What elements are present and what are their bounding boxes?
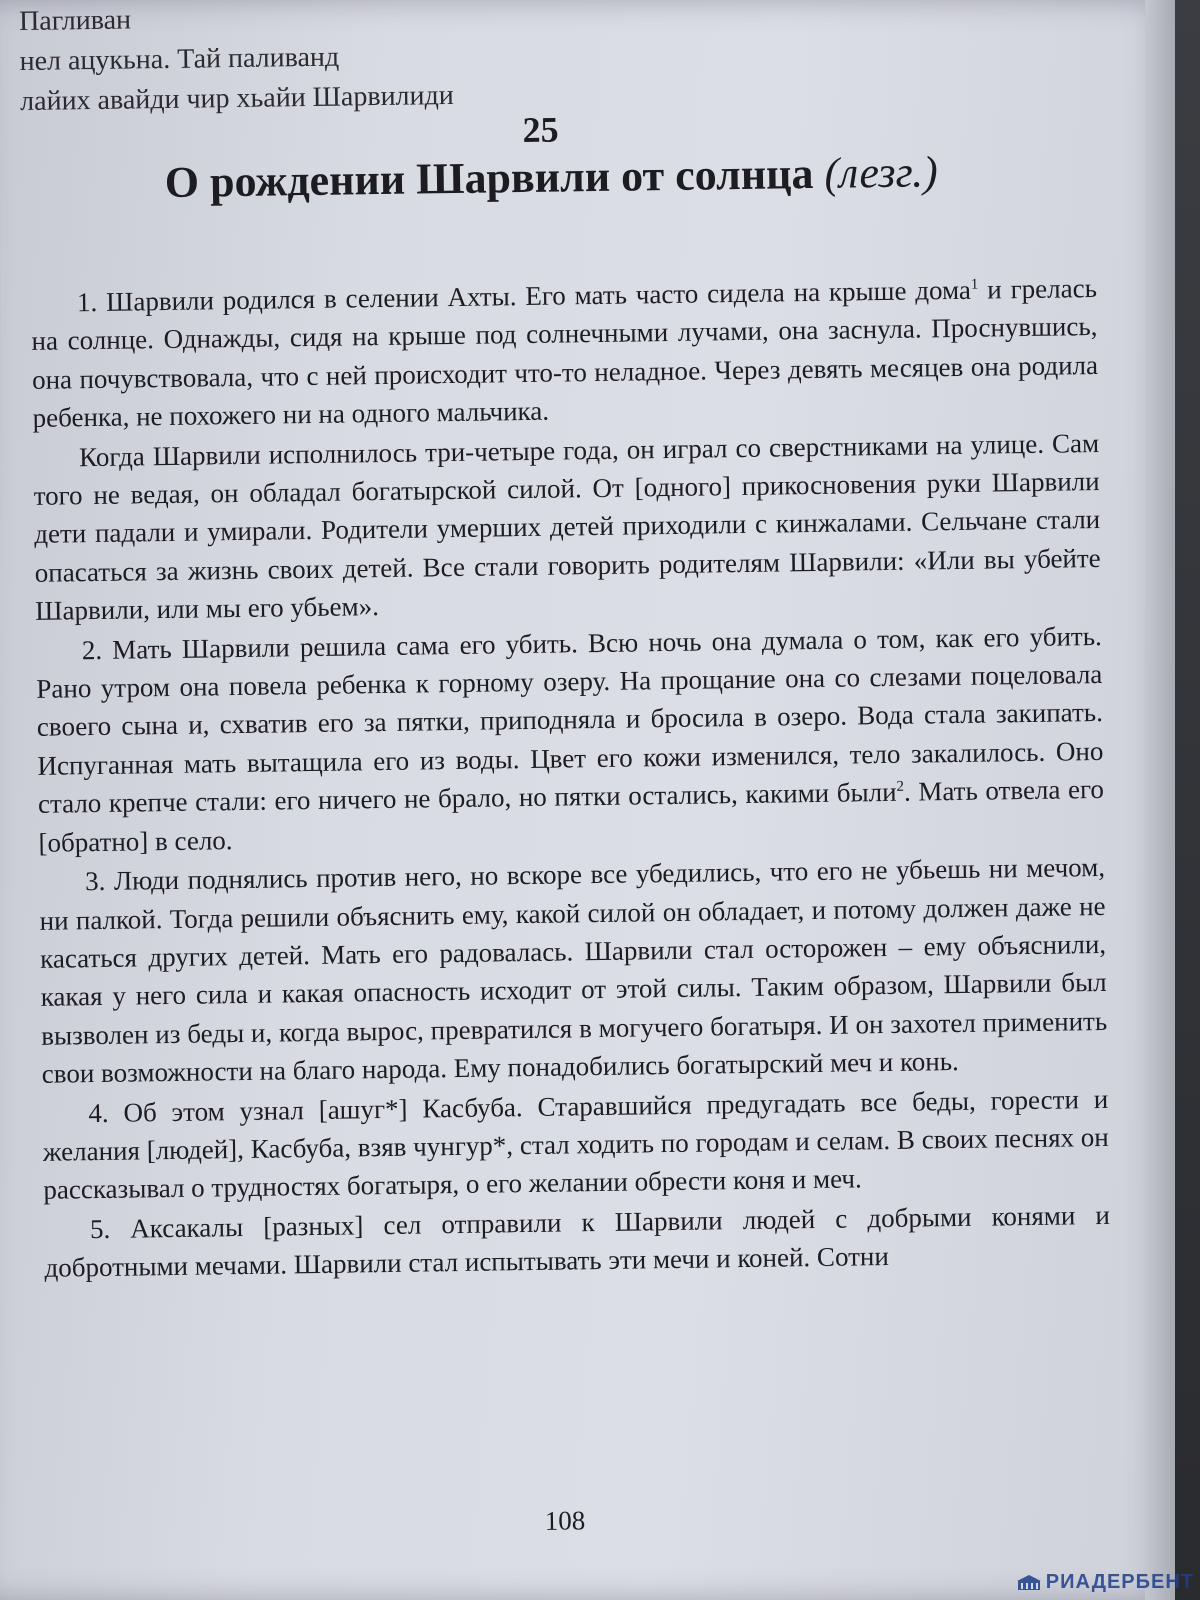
chapter-number: 25 [522,109,559,151]
footnote-ref: 1 [970,276,979,293]
paragraph-text: 5. Аксакалы [разных] сел отправили к Шарвили людей с добрыми конями и добротными мечами. Шарвили стал испытывать эти мечи и коней. Сотни [44,1199,1111,1283]
footnote-ref: 2 [896,779,905,796]
page-number: 108 [544,1505,586,1536]
fragment-line: лайих авайди чир хьайи Шарвилиди [19,79,454,118]
paragraph [36,617,1105,862]
paragraph-text: . Мать отвела его [обратно] в село. [38,774,1105,858]
paragraph-text: 4. Об этом узнал [ашуг*] Касбуба. Старавшийся предугадать все беды, горести и желания [людей], Касбуба, взяв чунгур*, стал ходить по городам и селам. В своих песнях он рассказывал о трудностях богатыря, о его желании обрести коня и меч. [42,1083,1109,1206]
paragraph [33,424,1102,631]
paragraph [39,848,1108,1093]
story-body [31,269,1111,1287]
previous-story-fragment [19,0,781,122]
paragraph [31,269,1099,437]
chapter-title-text: О рождении Шарвили от солнца [164,148,814,208]
fragment-line: Пагливан [18,4,132,38]
paragraph-text: 2. Мать Шарвили решила сама его убить. Всю ночь она думала о том, как его убить. Рано утром она повела ребенка к горному озеру. На прощание она со слезами поцеловала своего сына и, схватив его за пятки, приподняла и бросила в озеро. Вода стала закипать. Испуганная мать вытащила его из воды. Цвет его кожи изменился, тело закалилось. Оно стало крепче стали: его ничего не брало, но пятки остались, какими были [36,620,1104,820]
watermark-logo [1017,1571,1194,1594]
building-icon [1017,1575,1041,1591]
watermark-text: РИАДЕРБЕНТ [1045,1571,1194,1593]
paragraph-text: 3. Люди поднялись против него, но вскоре все убедились, что его не убьешь ни мечом, ни палкой. Тогда решили объяснить ему, какой силой он обладает, и потому должен даже не касаться других детей. Мать его радовалась. Шарвили стал осторожен – ему объяснили, какая у него сила и какая опасность исходит от этой силы. Таким образом, Шарвили был вызволен из беды и, когда вырос, превратился в могучего богатыря. И он захотел применить свои возможности на благо народа. Ему понадобились богатырский меч и конь. [39,852,1108,1089]
page-edge [1145,0,1175,1600]
chapter-language-note: (лезг.) [824,147,939,198]
fragment-line: нел ацукьна. Тай паливанд [19,41,340,78]
paragraph-text: Когда Шарвили исполнилось три-четыре года, он играл со сверстниками на улице. Сам того не ведая, он обладал богатырской силой. От [одного] прикосновения руки Шарвили дети падали и умирали. Родители умерших детей приходили с кинжалами. Сельчане стали опасаться за жизнь своих детей. Все стали говорить родителям Шарвили: «Или вы убейте Шарвили, или мы его убьем». [33,427,1101,627]
paragraph-text: и грелась на солнце. Однажды, сидя на крыше под солнечными лучами, она заснула. Проснувшись, она почувствовала, что с ней происходит что-то неладное. Через девять месяцев она родила ребенка, не похожего ни на одного мальчика. [31,273,1099,434]
paragraph [44,1196,1111,1288]
paragraph [42,1079,1110,1209]
paragraph-text: 1. Шарвили родился в селении Ахты. Его мать часто сидела на крыше дома [76,274,972,318]
